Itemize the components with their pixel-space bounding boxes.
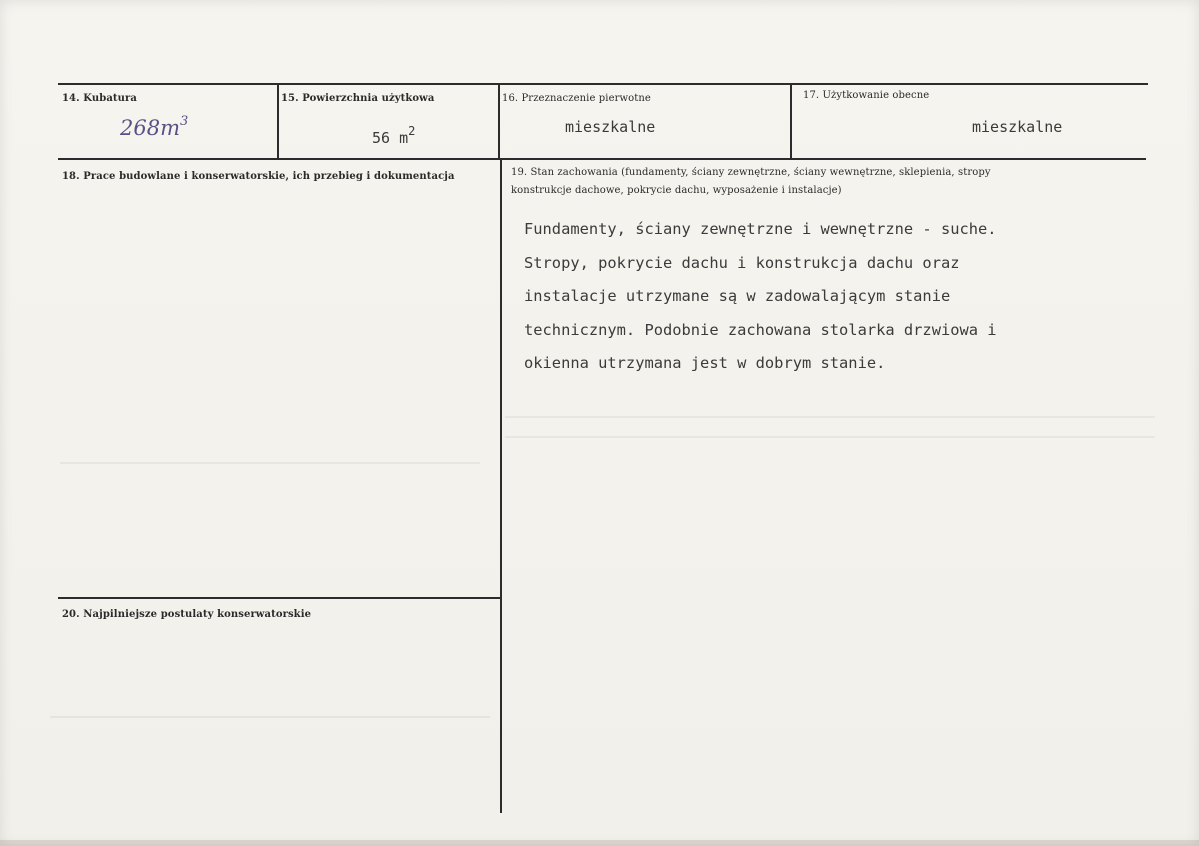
divider-14-15 [277, 83, 279, 159]
field16-label: 16. Przeznaczenie pierwotne [502, 93, 651, 104]
field14-value-text: 268m [120, 116, 180, 140]
field17-current-use-value: mieszkalne [972, 118, 1063, 136]
condition-line: Stropy, pokrycie dachu i konstrukcja dachu oraz [524, 253, 960, 272]
show-through-mark [505, 416, 1155, 418]
top-rule [58, 83, 1148, 85]
divider-15-16 [498, 83, 500, 159]
field14-cubature-value [120, 114, 188, 140]
condition-line: technicznym. Podobnie zachowana stolarka drzwiowa i [524, 320, 997, 339]
show-through-mark [60, 462, 480, 464]
main-vertical-divider [500, 158, 502, 813]
field19-condition-text [524, 213, 1164, 381]
field19-label-line2: konstrukcje dachowe, pokrycie dachu, wyposażenie i instalacje) [511, 185, 842, 196]
field15-value-text: 56 m [372, 129, 409, 147]
condition-line: okienna utrzymana jest w dobrym stanie. [524, 354, 886, 372]
field18-bottom-rule [58, 597, 501, 599]
field14-value-exponent: 3 [180, 114, 189, 129]
field18-label: 18. Prace budowlane i konserwatorskie, ich przebieg i dokumentacja [62, 171, 455, 182]
divider-16-17 [790, 83, 792, 159]
field16-original-use-value: mieszkalne [565, 118, 656, 136]
field20-label: 20. Najpilniejsze postulaty konserwatorskie [62, 609, 312, 620]
field15-label: 15. Powierzchnia użytkowa [281, 93, 435, 104]
page-bottom-edge [0, 840, 1199, 846]
show-through-mark [505, 436, 1155, 438]
field14-label: 14. Kubatura [62, 93, 137, 104]
field15-area-value [372, 124, 415, 147]
condition-line: instalacje utrzymane są w zadowalającym stanie [524, 287, 951, 305]
condition-line: Fundamenty, ściany zewnętrzne i wewnętrzne - suche. [524, 220, 997, 238]
field19-label-line1: 19. Stan zachowania (fundamenty, ściany zewnętrzne, ściany wewnętrzne, sklepienia, stropy [511, 167, 991, 178]
show-through-mark [50, 716, 490, 718]
row1-bottom-rule [58, 158, 1146, 160]
field15-value-exponent: 2 [408, 124, 416, 138]
field17-label: 17. Użytkowanie obecne [803, 90, 930, 101]
